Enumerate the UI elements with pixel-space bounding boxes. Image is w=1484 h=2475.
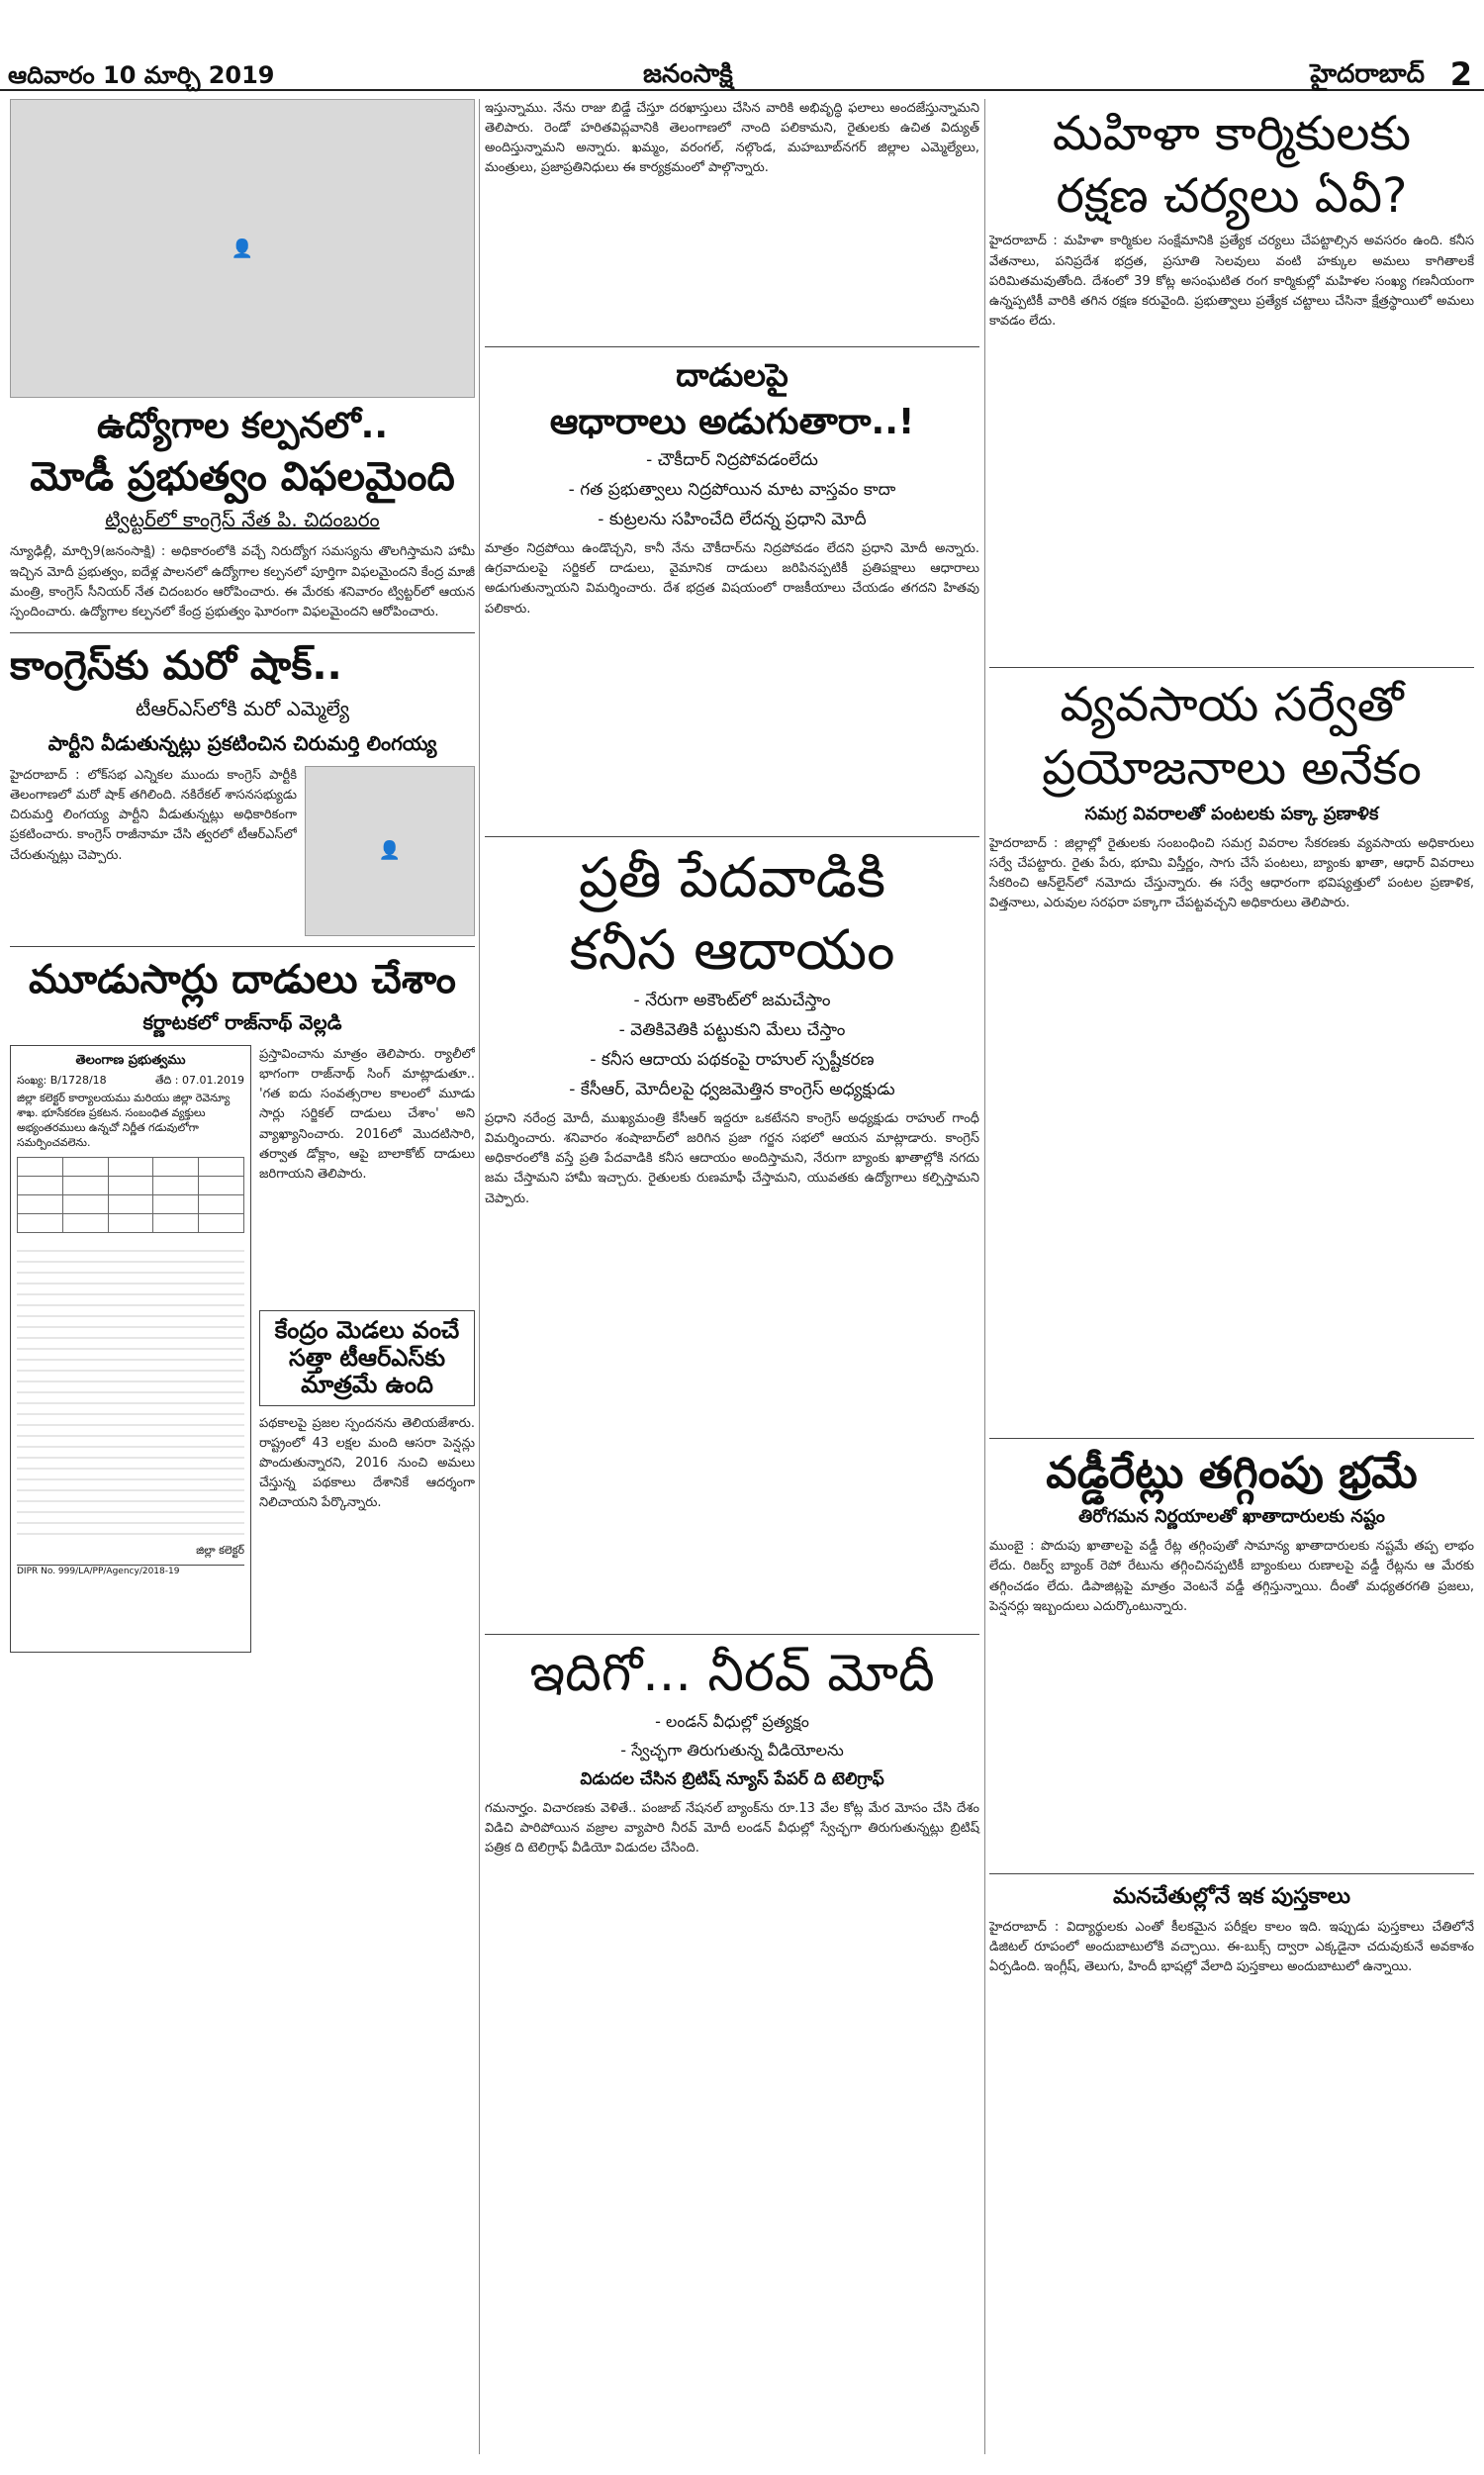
article-agri-body: హైదరాబాద్ : జిల్లాల్లో రైతులకు సంబంధించి సమగ్ర వివరాల సేకరణకు వ్యవసాయ అధికారులు సర్వే చేపట్టారు. రైతు పేరు, భూమి విస్తీర్ణం, సాగు చేసే పంటలు, బ్యాంకు ఖాతా, ఆధార్ వివరాలు సేకరించి ఆన్‌లైన్‌లో నమోదు చేస్తున్నారు. ఈ సర్వే ఆధారంగా భవిష్యత్తులో పంటల ప్రణాళిక, విత్తనాలు, ఎరువుల సరఫరా పక్కాగా చేపట్టవచ్చని అధికారులు తెలిపారు.	[989, 835, 1474, 911]
government-notice	[10, 1045, 251, 1653]
headline-agri-2: ప్రయోజనాలు అనేకం	[1042, 739, 1422, 796]
article-jobs-body: న్యూఢిల్లీ, మార్చి9(జనంసాక్షి) : అధికారంలోకి వచ్చే నిరుద్యోగ సమస్యను తొలగిస్తామని హామీ ఇచ్చిన మోదీ ప్రభుత్వం, ఐదేళ్ల పాలనలో ఉద్యోగాల కల్పనలో పూర్తిగా విఫలమైందని కేంద్ర మాజీ మంత్రి, కాంగ్రెస్ సీనియర్ నేత చిదంబరం ఆరోపించారు. ఈ మేరకు శనివారం ట్విట్టర్‌లో ఆయన స్పందించారు. ఉద్యోగాల కల్పనలో కేంద్ర ప్రభుత్వం ఘోరంగా విఫలమైందని ఆరోపించారు.	[10, 544, 475, 619]
notice-number: సంఖ్య: B/1728/18	[17, 1073, 107, 1087]
headline-income-2: కనీస ఆదాయం	[569, 917, 895, 983]
subhead-attacks-2: - గత ప్రభుత్వాలు నిద్రపోయిన మాట వాస్తవం కాదా	[568, 480, 896, 501]
headline-women-2: రక్షణ చర్యలు ఏవీ?	[1056, 168, 1408, 225]
issue-date: ఆదివారం 10 మార్చి 2019	[8, 61, 275, 89]
subhead-attacks-1: - చౌకీదార్ నిద్రపోవడంలేదు	[646, 450, 818, 471]
article-rates-body: ముంబై : పొదుపు ఖాతాలపై వడ్డీ రేట్ల తగ్గింపుతో సామాన్య ఖాతాదారులకు నష్టమే తప్ప లాభం లేదు. రిజర్వ్ బ్యాంక్ రెపో రేటును తగ్గించినప్పటికీ బ్యాంకులు రుణాలపై వడ్డీ రేట్లను ఆ మేరకు తగ్గించడం లేదు. డిపాజిట్లపై మాత్రం వెంటనే వడ్డీ తగ్గిస్తున్నాయి. దీంతో మధ్యతరగతి ప్రజలు, పెన్షనర్లు ఇబ్బందులు ఎదుర్కొంటున్నారు.	[989, 1539, 1474, 1614]
subhead-agri: సమగ్ర వివరాలతో పంటలకు పక్కా ప్రణాళిక	[1084, 803, 1379, 824]
subhead-income-2: - వెతికివెతికి పట్టుకుని మేలు చేస్తాం	[618, 1019, 846, 1040]
headline-books: మనచేతుల్లోనే ఇక పుస్తకాలు	[1113, 1884, 1350, 1910]
divider	[485, 1634, 979, 1635]
article-women-body: హైదరాబాద్ : మహిళా కార్మికుల సంక్షేమానికి ప్రత్యేక చర్యలు చేపట్టాల్సిన అవసరం ఉంది. కనీస వేతనాలు, పనిప్రదేశ భద్రత, ప్రసూతి సెలవులు వంటి హక్కుల అమలు కాగితాలకే పరిమితమవుతోంది. దేశంలో 39 కోట్ల అసంఘటిత రంగ కార్మికుల్లో మహిళల సంఖ్య గణనీయంగా ఉన్నప్పటికీ వారికి తగిన రక్షణ కరువైంది. ప్రభుత్వాలు ప్రత్యేక చట్టాలు చేసినా క్షేత్రస్థాయిలో అమలు కావడం లేదు.	[989, 234, 1474, 329]
headline-income: ప్రతీ పేదవాడికి	[578, 846, 886, 911]
article-strikes-body: ప్రస్తావించాను మాత్రం తెలిపారు. ర్యాలీలో భాగంగా రాజ్‌నాథ్ సింగ్ మాట్లాడుతూ.. 'గత ఐదు సంవత్సరాల కాలంలో మూడు సార్లు సర్జికల్ దాడులు చేశాం' అని వ్యాఖ్యానించారు. 2016లో మొదటిసారి, తర్వాత డోక్లాం, ఆపై బాలాకోట్ దాడులు జరిగాయని తెలిపారు.	[259, 1046, 475, 1182]
subhead-jobs: ట్విట్టర్‌లో కాంగ్రెస్ నేత పి. చిదంబరం	[105, 508, 380, 532]
column-left	[10, 99, 475, 1653]
headline-attacks-2: ఆధారాలు అడుగుతారా..!	[549, 401, 915, 442]
chidambaram-photo: 👤	[10, 99, 475, 398]
paper-name: జనంసాక్షి	[643, 59, 733, 89]
subhead-nirav-3: విడుదల చేసిన బ్రిటిష్ న్యూస్ పేపర్ ది టెలిగ్రాఫ్	[580, 1768, 884, 1789]
subhead-congress: టీఆర్ఎస్‌లోకి మరో ఎమ్మెల్యే	[136, 696, 349, 720]
article-trs-body: పథకాలపై ప్రజల స్పందనను తెలియజేశారు. రాష్ట్రంలో 43 లక్షల మంది ఆసరా పెన్షన్లు పొందుతున్నారని, 2016 నుంచి అమలు చేస్తున్న పథకాలు దేశానికే ఆదర్శంగా నిలిచాయని పేర్కొన్నారు.	[259, 1415, 475, 1511]
divider	[989, 1438, 1474, 1439]
lingaiah-photo: 👤	[305, 766, 475, 936]
notice-date: తేది : 07.01.2019	[154, 1073, 244, 1087]
headline-rates: వడ్డీరేట్లు తగ్గింపు భ్రమే	[1046, 1447, 1418, 1498]
page-number: 2	[1449, 55, 1472, 93]
article-nirav-body: గమనార్హం. విచారణకు వెళితే.. పంజాబ్ నేషనల్ బ్యాంక్‌ను రూ.13 వేల కోట్ల మేర మోసం చేసి దేశం విడిచి పారిపోయిన వజ్రాల వ్యాపారి నీరవ్ మోదీ లండన్ వీధుల్లో స్వేచ్ఛగా తిరుగుతున్నట్లు బ్రిటిష్ పత్రిక ది టెలిగ్రాఫ్ వీడియో విడుదల చేసింది.	[485, 1800, 979, 1856]
headline-congress: కాంగ్రెస్‌కు మరో షాక్..	[10, 642, 342, 689]
subhead-strikes: కర్ణాటకలో రాజ్‌నాథ్ వెల్లడి	[142, 1009, 342, 1034]
article-congress-body: హైదరాబాద్ : లోక్‌సభ ఎన్నికల ముందు కాంగ్రెస్ పార్టీకి తెలంగాణలో మరో షాక్ తగిలింది. నకిరేకల్ శాసనసభ్యుడు చిరుమర్తి లింగయ్య పార్టీని వీడుతున్నట్లు అధికారికంగా ప్రకటించారు. కాంగ్రెస్ రాజీనామా చేసి త్వరలో టీఆర్ఎస్‌లో చేరుతున్నట్లు చెప్పారు.	[10, 767, 297, 863]
notice-signature: జిల్లా కలెక్టర్	[196, 1543, 244, 1557]
edition-city: హైదరాబాద్	[1310, 59, 1425, 89]
divider	[485, 346, 979, 347]
headline-jobs: ఉద్యోగాల కల్పనలో..	[96, 406, 389, 446]
article-books-body: హైదరాబాద్ : విద్యార్థులకు ఎంతో కీలకమైన పరీక్షల కాలం ఇది. ఇప్పుడు పుస్తకాలు చేతిలోనే డిజిటల్ రూపంలో అందుబాటులోకి వచ్చాయి. ఈ-బుక్స్ ద్వారా ఎక్కడైనా చదువుకునే అవకాశం ఏర్పడింది. ఇంగ్లీష్, తెలుగు, హిందీ భాషల్లో వేలాది పుస్తకాలు అందుబాటులో ఉన్నాయి.	[989, 1919, 1474, 1974]
column-right	[989, 99, 1474, 1977]
divider	[989, 1873, 1474, 1874]
subhead-income-4: - కేసీఆర్, మోదీలపై ధ్వజమెత్తిన కాంగ్రెస్ అధ్యక్షుడు	[569, 1079, 895, 1099]
headline-women: మహిళా కార్మికులకు	[1052, 106, 1412, 161]
article-attacks-body: మాత్రం నిద్రపోయి ఉండొచ్చని, కానీ నేను చౌకీదార్‌ను నిద్రపోవడం లేదని ప్రధాని మోదీ అన్నారు. ఉగ్రవాదులపై సర్జికల్ దాడులు, వైమానిక దాడులు జరిపినప్పటికీ ప్రతిపక్షాలు ఆధారాలు అడుగుతున్నాయని విమర్శించారు. దేశ భద్రత విషయంలో రాజకీయాలు చేయడం తగదని హితవు పలికారు.	[485, 541, 979, 617]
headline-nirav: ఇదిగో... నీరవ్ మోదీ	[529, 1643, 935, 1703]
subhead-income-3: - కనీస ఆదాయ పథకంపై రాహుల్ స్పష్టీకరణ	[590, 1049, 875, 1070]
headline-trs: కేంద్రం మెడలు వంచే సత్తా టీఆర్ఎస్‌కు మాత్రమే ఉంది	[259, 1310, 475, 1406]
divider	[10, 632, 475, 633]
divider	[989, 667, 1474, 668]
column-divider	[479, 99, 480, 2454]
subhead-nirav-1: - లండన్ వీధుల్లో ప్రత్యక్షం	[655, 1711, 809, 1731]
column-divider	[984, 99, 985, 2454]
article-income-body: ప్రధాని నరేంద్ర మోదీ, ముఖ్యమంత్రి కేసీఆర్ ఇద్దరూ ఒకటేనని కాంగ్రెస్ అధ్యక్షుడు రాహుల్ గాంధీ విమర్శించారు. శనివారం శంషాబాద్‌లో జరిగిన ప్రజా గర్జన సభలో ఆయన మాట్లాడారు. కాంగ్రెస్ అధికారంలోకి వస్తే ప్రతి పేదవాడికి కనీస ఆదాయం అందిస్తామని, నేరుగా బ్యాంకు ఖాతాల్లోకి నగదు జమ చేస్తామని హామీ ఇచ్చారు. రైతులకు రుణమాఫీ చేస్తామని, యువతకు ఉద్యోగాలు కల్పిస్తామని చెప్పారు.	[485, 1110, 979, 1206]
notice-text-lines	[17, 1241, 244, 1538]
headline-strikes: మూడుసార్లు దాడులు చేశాం	[29, 956, 456, 1002]
headline-jobs-2: మోడీ ప్రభుత్వం విఫలమైంది	[30, 454, 455, 501]
subhead-income-1: - నేరుగా అకౌంట్‌లో జమచేస్తాం	[633, 990, 831, 1010]
subhead-congress-2: పార్టీని వీడుతున్నట్లు ప్రకటించిన చిరుమర్తి లింగయ్య	[47, 730, 437, 755]
divider	[10, 946, 475, 947]
column-middle	[485, 99, 979, 1858]
subhead-attacks-3: - కుట్రలను సహించేది లేదన్న ప్రధాని మోదీ	[598, 510, 867, 530]
subhead-rates: తిరోగమన నిర్ణయాలతో ఖాతాదారులకు నష్టం	[1078, 1506, 1385, 1528]
divider	[485, 836, 979, 837]
dipr-number: DIPR No. 999/LA/PP/Agency/2018-19	[17, 1565, 244, 1577]
headline-agri: వ్యవసాయ సర్వేతో	[1060, 677, 1404, 733]
notice-title: తెలంగాణ ప్రభుత్వము	[75, 1052, 186, 1068]
notice-table	[17, 1157, 244, 1233]
article-cont-body: ఇస్తున్నాము. నేను రాజు బిడ్డే చేస్తూ దరఖాస్తులు చేసిన వారికి అభివృద్ధి ఫలాలు అందజేస్తున్నామని తెలిపారు. రెండో హరితవిప్లవానికి తెలంగాణలో నాంది పలికామని, రైతులకు ఉచిత విద్యుత్ అందిస్తున్నామని అన్నారు. ఖమ్మం, వరంగల్, నల్గొండ, మహబూబ్‌నగర్ జిల్లాల ఎమ్మెల్యేలు, మంత్రులు, ప్రజాప్రతినిధులు ఈ కార్యక్రమంలో పాల్గొన్నారు.	[485, 101, 979, 176]
masthead	[0, 0, 1484, 91]
notice-body: జిల్లా కలెక్టర్ కార్యాలయము మరియు జిల్లా రెవెన్యూ శాఖ. భూసేకరణ ప్రకటన. సంబంధిత వ్యక్తులు అభ్యంతరములు ఉన్నచో నిర్ణీత గడువులోగా సమర్పించవలెను.	[17, 1092, 231, 1149]
subhead-nirav-2: - స్వేచ్ఛగా తిరుగుతున్న వీడియోలను	[620, 1740, 844, 1760]
headline-attacks: దాడులపై	[676, 356, 788, 394]
